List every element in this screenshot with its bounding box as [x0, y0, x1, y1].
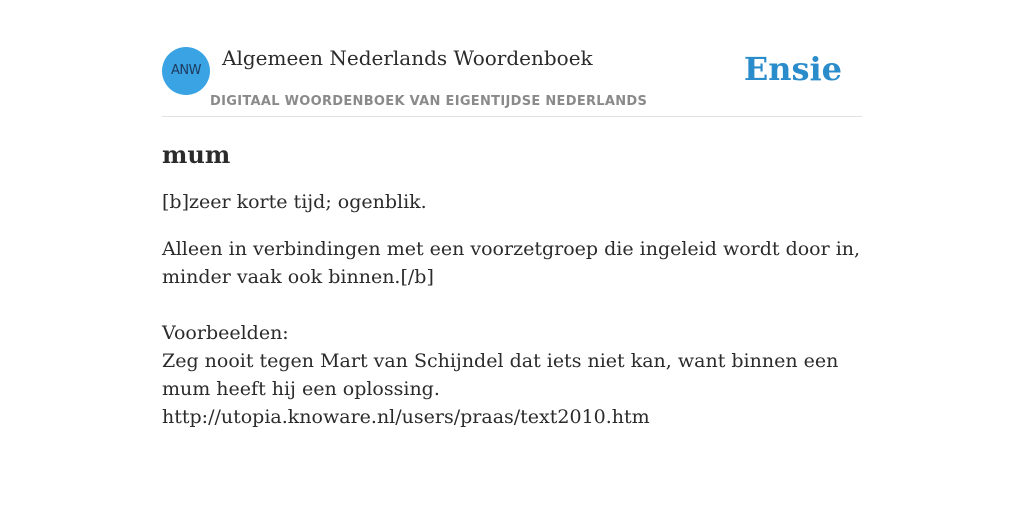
site-header: [162, 40, 862, 117]
site-subtitle: DIGITAAL WOORDENBOEK VAN EIGENTIJDSE NEDERLANDS: [210, 94, 648, 109]
ensie-brand-logo[interactable]: Ensie: [743, 50, 842, 88]
example-text: Zeg nooit tegen Mart van Schijndel dat iets niet kan, want binnen een mum heeft hij een oplossing.: [162, 350, 839, 400]
examples-label: Voorbeelden:: [162, 322, 289, 344]
entry-content: [162, 138, 862, 431]
entry-explanation: Alleen in verbindingen met een voorzetgroep die ingeleid wordt door in, minder vaak ook binnen.[/b]: [162, 238, 861, 288]
entry-headword: mum: [162, 140, 231, 169]
entry-examples: [162, 319, 862, 431]
site-title[interactable]: Algemeen Nederlands Woordenboek: [222, 46, 593, 70]
entry-definition: [b]zeer korte tijd; ogenblik.: [162, 191, 427, 213]
anw-logo[interactable]: ANW: [162, 47, 210, 95]
example-source-link[interactable]: http://utopia.knoware.nl/users/praas/text2010.htm: [162, 406, 650, 428]
